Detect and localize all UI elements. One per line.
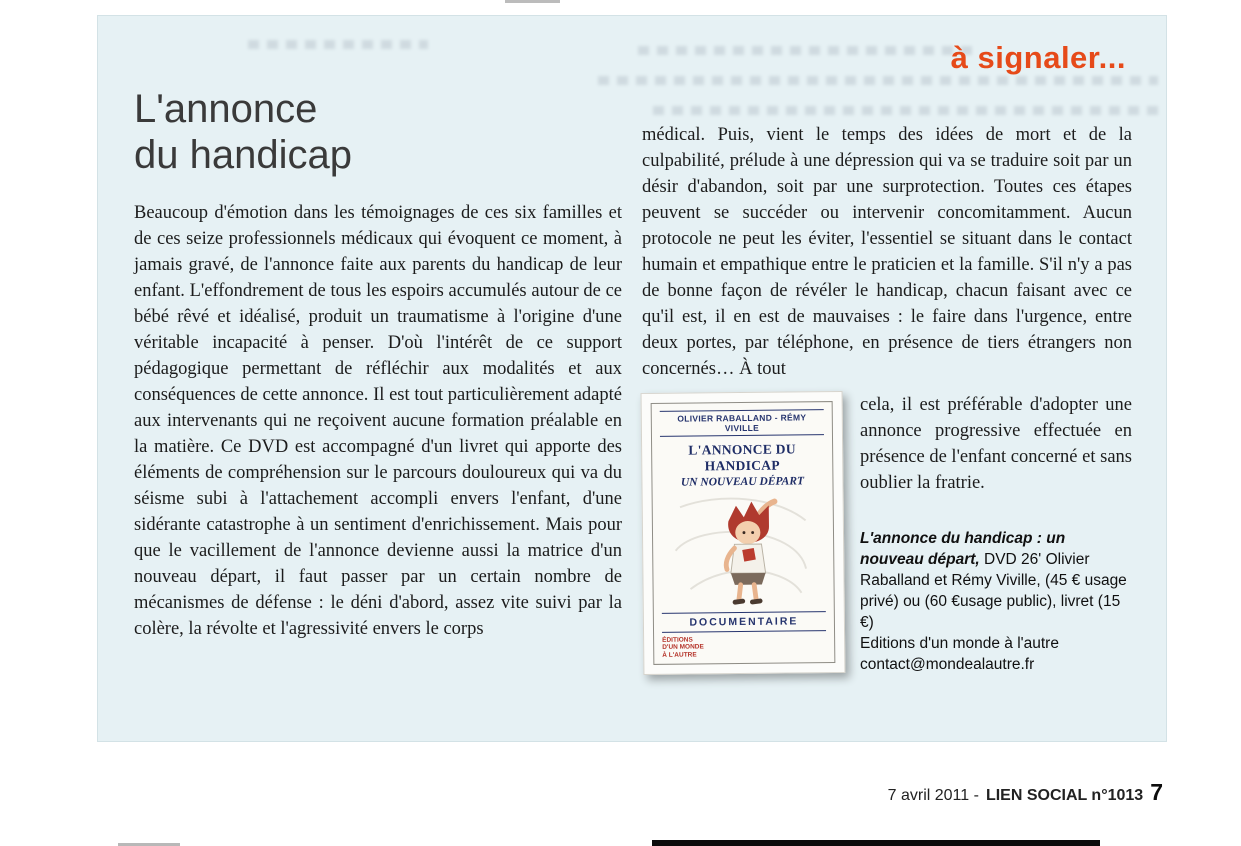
girl-illustration-icon bbox=[661, 489, 826, 611]
caption-title: L'annonce du handicap : un nouveau départ, bbox=[860, 530, 1066, 568]
dvd-caption bbox=[860, 528, 1132, 675]
scan-bleed-artifact bbox=[248, 40, 428, 49]
scan-mark-artifact bbox=[505, 0, 560, 3]
article-text-col1: Beaucoup d'émotion dans les témoignages de ces six familles et de ces seize professionnels médicaux qui évoquent ce moment, à jamais gravé, de l'annonce faite aux parents du handicap de leur enfant. L'effondrement de tous les espoirs accumulés autour de ce bébé rêvé et idéalisé, produit un traumatisme à l'origine d'une véritable incapacité à penser. D'où l'intérêt de ce support pédagogique permettant de réfléchir aux modalités et aux conséquences de cette annonce. Il est tout particulièrement adapté aux intervenants qui ne reçoivent aucune formation préalable en la matière. Ce DVD est accompagné d'un livret qui apporte des éléments de compréhension sur le parcours douloureux qui va du séisme subi à l'attachement accompli envers l'enfant, d'une sidérante catastrophe à un sentiment d'enrichissement. Mais pour que le vacillement de l'annonce devienne aussi la matrice d'un nouveau départ, il faut passer par un certain nombre de mécanismes de défense : le déni d'abord, assez vite suivi par la colère, la révolte et l'agressivité envers le corps bbox=[134, 203, 622, 639]
article-text-col2: médical. Puis, vient le temps des idées de mort et de la culpabilité, prélude à une dépression qui va se traduire soit par un désir d'abandon, soit par une surprotection. Toutes ces étapes peuvent se succéder ou intervenir concomitamment. Aucun protocole ne peut les éviter, l'essentiel se situant dans le contact humain et empathique entre le praticien et la famille. S'il n'y a pas de bonne façon de révéler le handicap, chacun faisant avec ce qu'il est, il en est de mauvaises : le faire dans l'urgence, entre deux portes, par téléphone, en présence de tiers étrangers non concernés… À tout bbox=[642, 125, 1132, 379]
article-title bbox=[134, 86, 622, 178]
left-column bbox=[134, 86, 622, 642]
dvd-genre: DOCUMENTAIRE bbox=[662, 611, 826, 633]
section-label: à signaler... bbox=[950, 40, 1126, 75]
scan-bleed-artifact bbox=[598, 76, 1158, 85]
dvd-subtitle: UN NOUVEAU DÉPART bbox=[680, 475, 805, 489]
article-title-line2: du handicap bbox=[134, 133, 352, 177]
wrap-column bbox=[860, 392, 1132, 675]
footer-page-number: 7 bbox=[1150, 779, 1163, 805]
footer-magazine: LIEN SOCIAL n°1013 bbox=[985, 787, 1144, 804]
dvd-publisher-logo bbox=[662, 635, 826, 659]
caption-details: DVD 26' Olivier Raballand et Rémy Viville, (45 € usage privé) ou (60 €usage public), livret (15 €) bbox=[860, 551, 1127, 631]
right-column bbox=[642, 122, 1132, 675]
scan-bleed-artifact bbox=[653, 106, 1163, 115]
dvd-cover-inner bbox=[651, 401, 836, 665]
dvd-authors: OLIVIER RABALLAND - RÉMY VIVILLE bbox=[660, 409, 824, 437]
article-text-wrap: cela, il est préférable d'adopter une annonce progressive effectuée en présence de l'enfant concerné et sans oublier la fratrie. bbox=[860, 395, 1132, 493]
dvd-and-caption-row bbox=[642, 392, 1132, 675]
scan-bleed-artifact bbox=[638, 46, 978, 55]
article-panel bbox=[97, 15, 1167, 742]
dvd-publisher-line2: D'UN MONDE bbox=[662, 643, 704, 651]
dvd-publisher-line3: À L'AUTRE bbox=[662, 650, 697, 659]
scan-edge-artifact bbox=[652, 840, 1100, 846]
page-footer bbox=[888, 779, 1163, 806]
dvd-cover-illustration bbox=[661, 487, 826, 612]
footer-date: 7 avril 2011 - bbox=[887, 787, 979, 804]
dvd-title: L'ANNONCE DU HANDICAP bbox=[688, 441, 796, 474]
dvd-cover bbox=[641, 391, 846, 675]
caption-contact: contact@mondealautre.fr bbox=[860, 656, 1035, 673]
dvd-publisher-line1: ÉDITIONS bbox=[662, 636, 693, 644]
caption-publisher: Editions d'un monde à l'autre bbox=[860, 635, 1059, 652]
article-title-line1: L'annonce bbox=[134, 87, 318, 131]
